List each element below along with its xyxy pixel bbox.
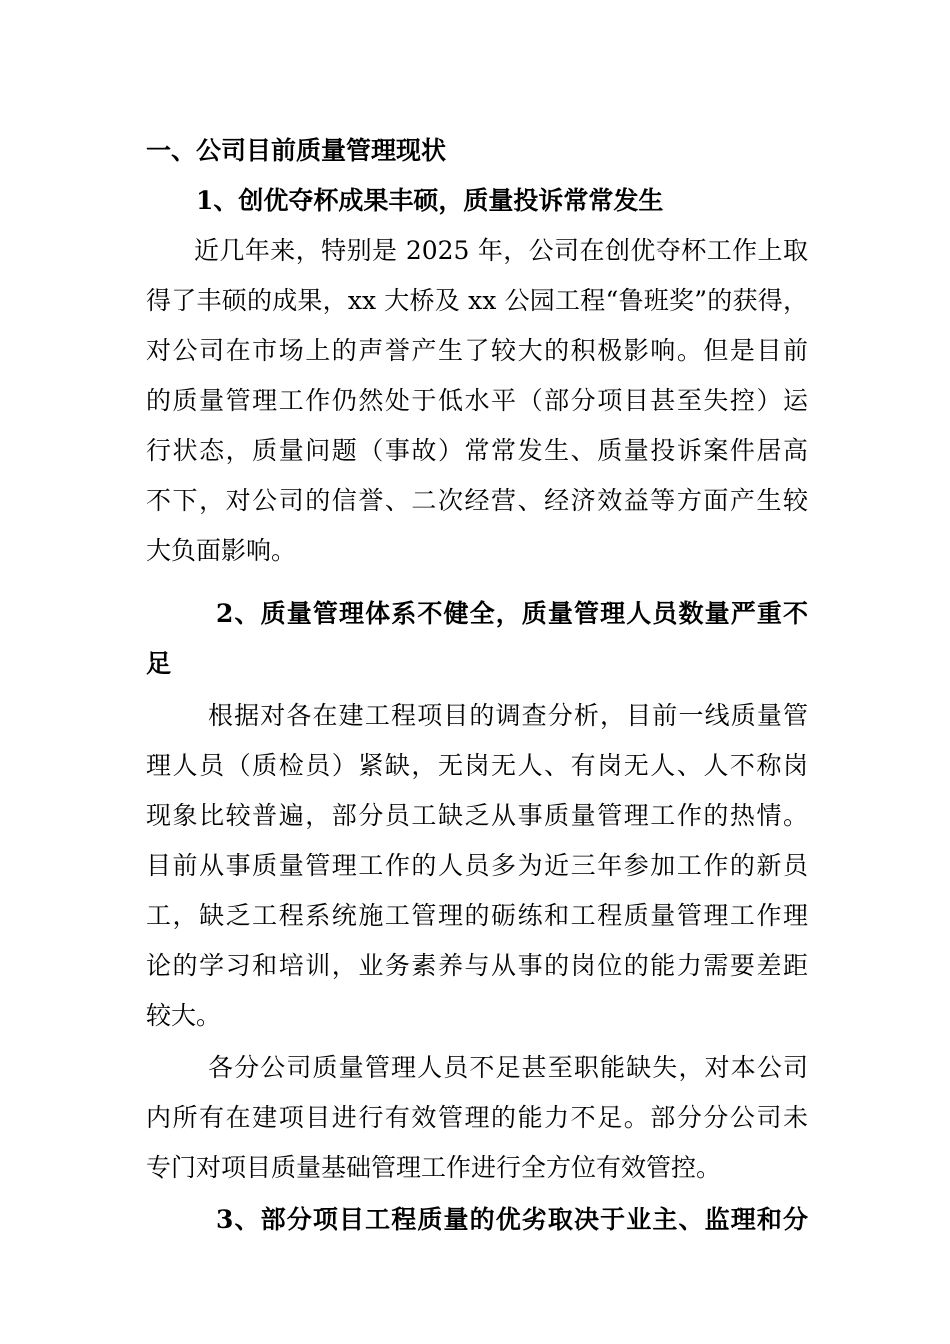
- paragraph-line: 专门对项目质量基础管理工作进行全方位有效管控。: [146, 1153, 722, 1182]
- heading-section-1: 一、公司目前质量管理现状: [146, 136, 447, 165]
- paragraph-line: 对公司在市场上的声誉产生了较大的积极影响。但是目前: [146, 336, 808, 365]
- subheading-line: 3、部分项目工程质量的优劣取决于业主、监理和分: [216, 1205, 808, 1234]
- subheading-line: 2、质量管理体系不健全，质量管理人员数量严重不: [216, 599, 808, 628]
- paragraph-line: 较大。: [146, 1001, 222, 1030]
- subheading-3: [146, 1195, 808, 1245]
- paragraph-line: 现象比较普遍，部分员工缺乏从事质量管理工作的热情。: [146, 801, 808, 830]
- paragraph-line: 论的学习和培训，业务素养与从事的岗位的能力需要差距: [146, 951, 808, 980]
- paragraph-line: 大负面影响。: [146, 536, 297, 565]
- paragraph-1: [146, 226, 808, 576]
- paragraph-2: [146, 691, 808, 1041]
- paragraph-line: 内所有在建项目进行有效管理的能力不足。部分分公司未: [146, 1103, 808, 1132]
- document-page: [146, 126, 808, 1245]
- paragraph-line: 各分公司质量管理人员不足甚至职能缺失，对本公司: [208, 1053, 808, 1082]
- subheading-1: 1、创优夺杯成果丰硕，质量投诉常常发生: [196, 186, 664, 215]
- paragraph-line: 近几年来，特别是 2025 年，公司在创优夺杯工作上取: [194, 236, 808, 265]
- paragraph-line: 的质量管理工作仍然处于低水平（部分项目甚至失控）运: [146, 386, 808, 415]
- paragraph-line: 不下，对公司的信誉、二次经营、经济效益等方面产生较: [146, 486, 808, 515]
- subheading-line: 足: [146, 649, 172, 678]
- paragraph-line: 行状态，质量问题（事故）常常发生、质量投诉案件居高: [146, 436, 808, 465]
- subheading-2: [146, 589, 808, 689]
- paragraph-3: [146, 1043, 808, 1193]
- paragraph-line: 理人员（质检员）紧缺，无岗无人、有岗无人、人不称岗: [146, 751, 808, 780]
- paragraph-line: 工，缺乏工程系统施工管理的砺练和工程质量管理工作理: [146, 901, 808, 930]
- paragraph-line: 目前从事质量管理工作的人员多为近三年参加工作的新员: [146, 851, 808, 880]
- paragraph-line: 得了丰硕的成果，xx 大桥及 xx 公园工程“鲁班奖”的获得，: [146, 286, 808, 315]
- paragraph-line: 根据对各在建工程项目的调查分析，目前一线质量管: [208, 701, 808, 730]
